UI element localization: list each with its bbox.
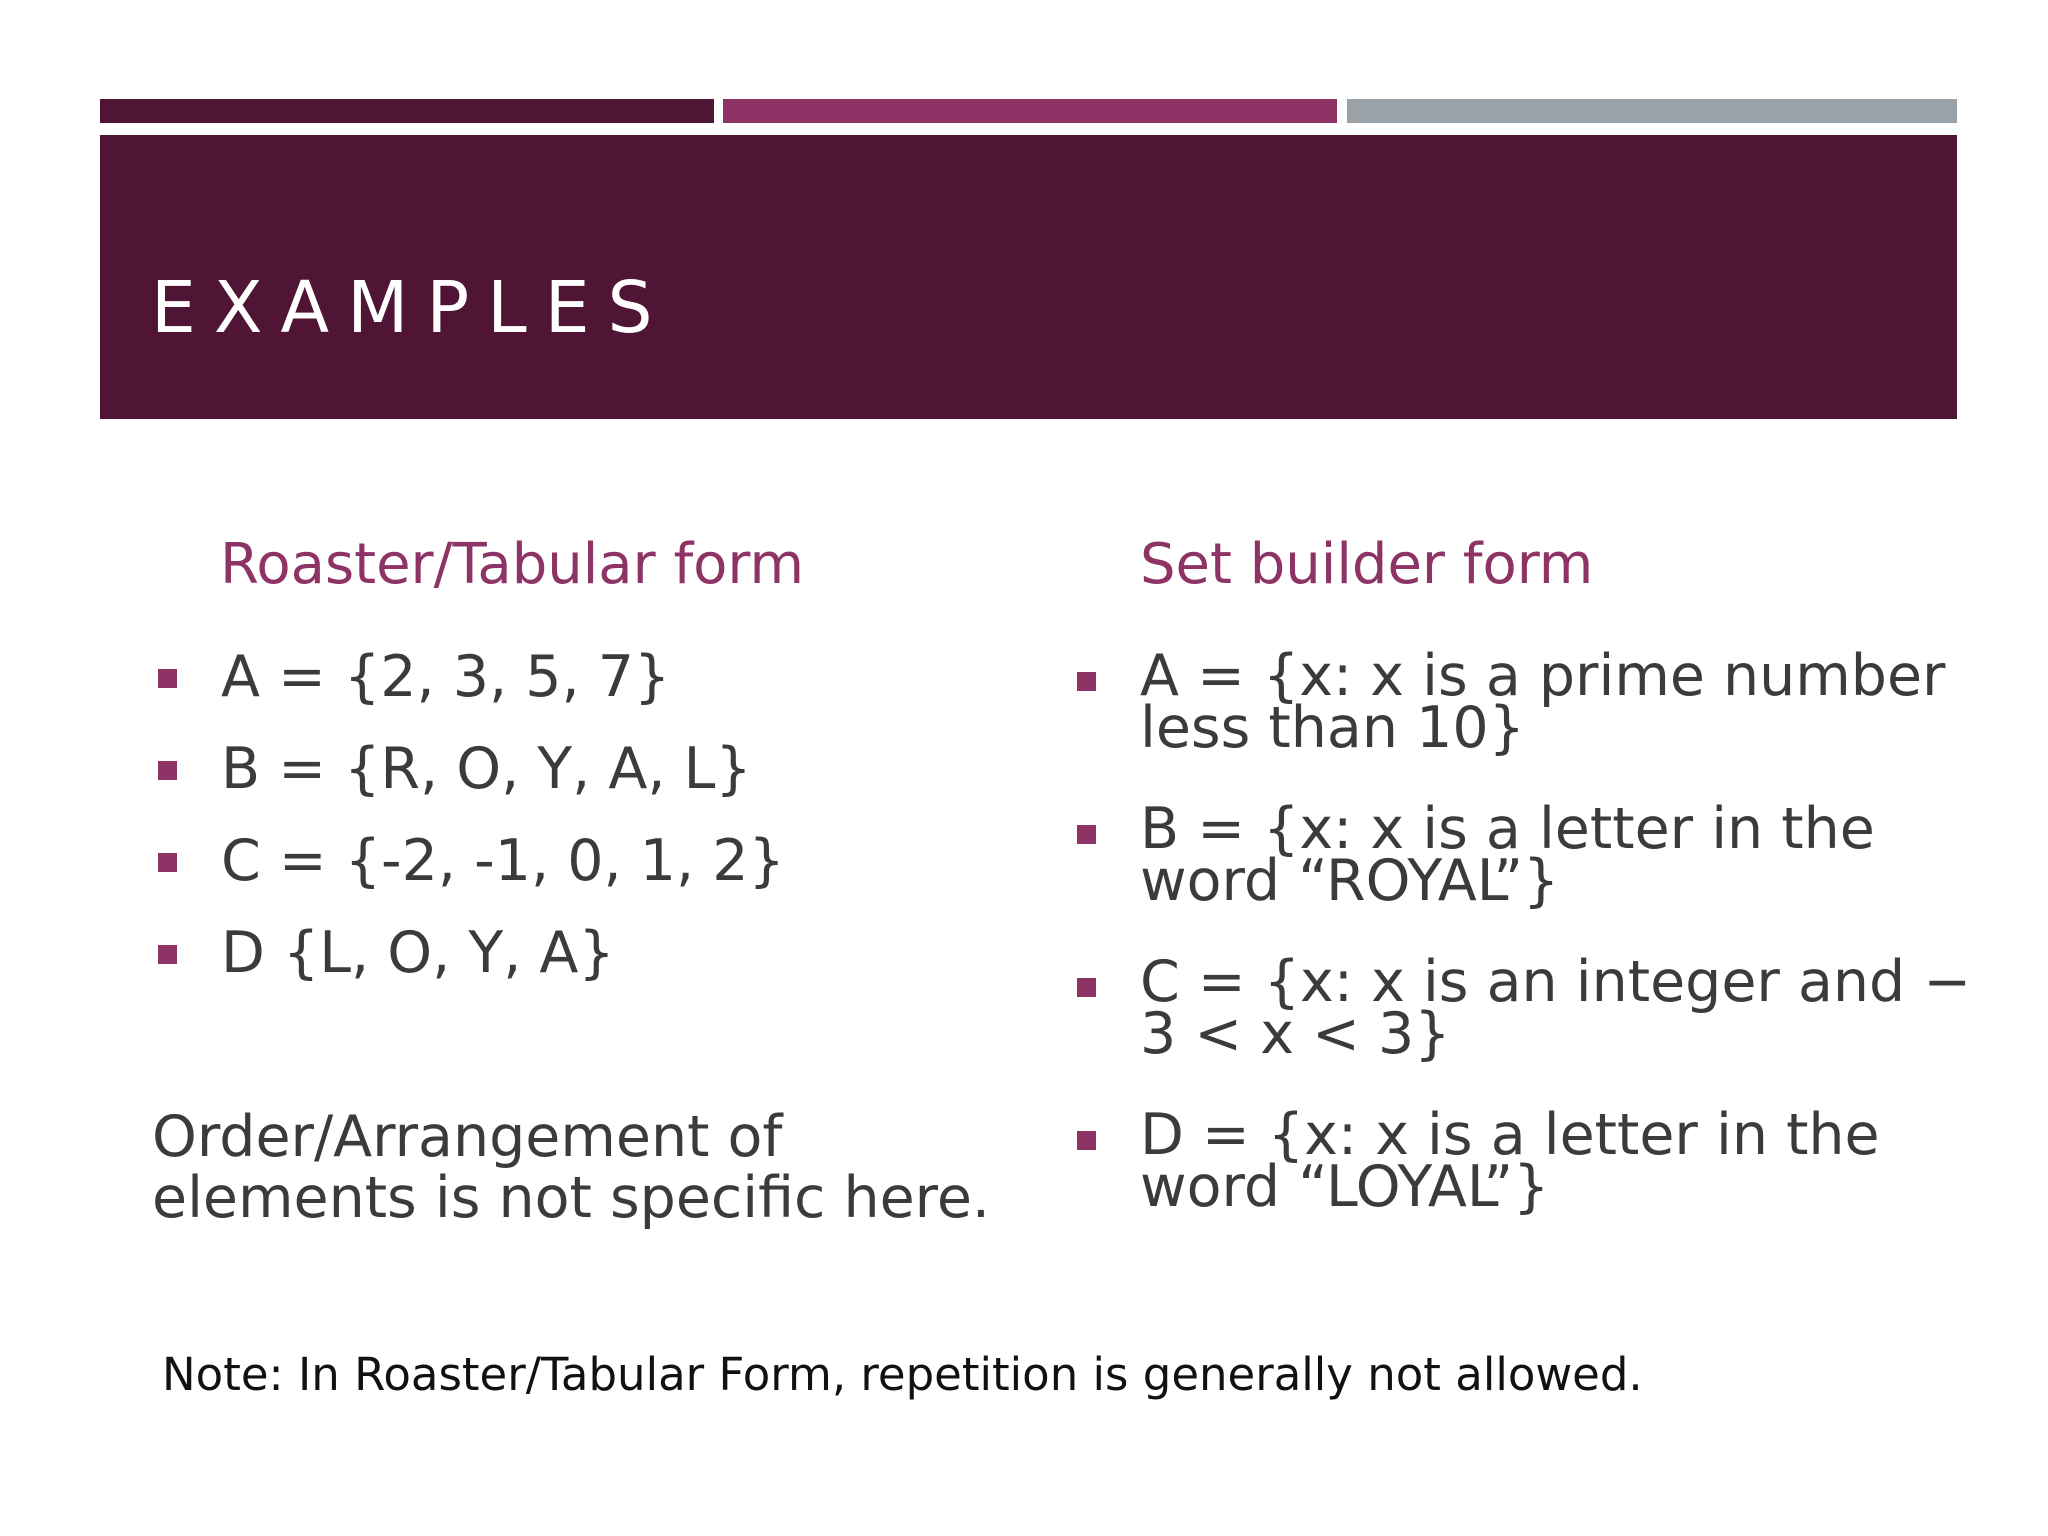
square-bullet-icon [158,669,177,688]
set-builder-item-b [1074,796,1974,956]
roster-form-heading: Roaster/Tabular form [220,532,805,597]
roster-item-a [155,645,975,737]
accent-bar-gray [1347,99,1957,123]
order-note: Order/Arrangement of elements is not specific here. [152,1104,991,1231]
square-bullet-icon [1077,672,1096,691]
square-bullet-icon [158,945,177,964]
set-builder-item-text: B = {x: x is a letter in the word “ROYAL”} [1140,796,1875,914]
set-builder-item-text: A = {x: x is a prime number less than 10} [1140,643,1946,761]
set-builder-item-text: C = {x: x is an integer and − 3 < x < 3} [1140,949,1972,1067]
accent-bar-dark [100,99,714,123]
set-builder-form-heading: Set builder form [1140,532,1594,597]
set-builder-form-list [1074,643,1974,1262]
roster-item-text: A = {2, 3, 5, 7} [221,644,671,710]
set-builder-item-a [1074,643,1974,803]
set-builder-item-d [1074,1102,1974,1262]
square-bullet-icon [158,853,177,872]
roster-item-text: D {L, O, Y, A} [221,920,615,986]
accent-bar-magenta [723,99,1337,123]
roster-item-text: C = {-2, -1, 0, 1, 2} [221,828,785,894]
repetition-note: Note: In Roaster/Tabular Form, repetition is generally not allowed. [162,1348,1643,1401]
roster-item-d [155,921,975,1013]
square-bullet-icon [1077,1131,1096,1150]
square-bullet-icon [1077,825,1096,844]
set-builder-item-text: D = {x: x is a letter in the word “LOYAL”} [1140,1102,1880,1220]
roster-item-b [155,737,975,829]
slide-title: EXAMPLES [151,266,671,349]
set-builder-item-c [1074,949,1974,1109]
roster-item-c [155,829,975,921]
square-bullet-icon [158,761,177,780]
roster-item-text: B = {R, O, Y, A, L} [221,736,752,802]
roster-form-list [155,645,975,1013]
square-bullet-icon [1077,978,1096,997]
title-band [100,135,1957,419]
